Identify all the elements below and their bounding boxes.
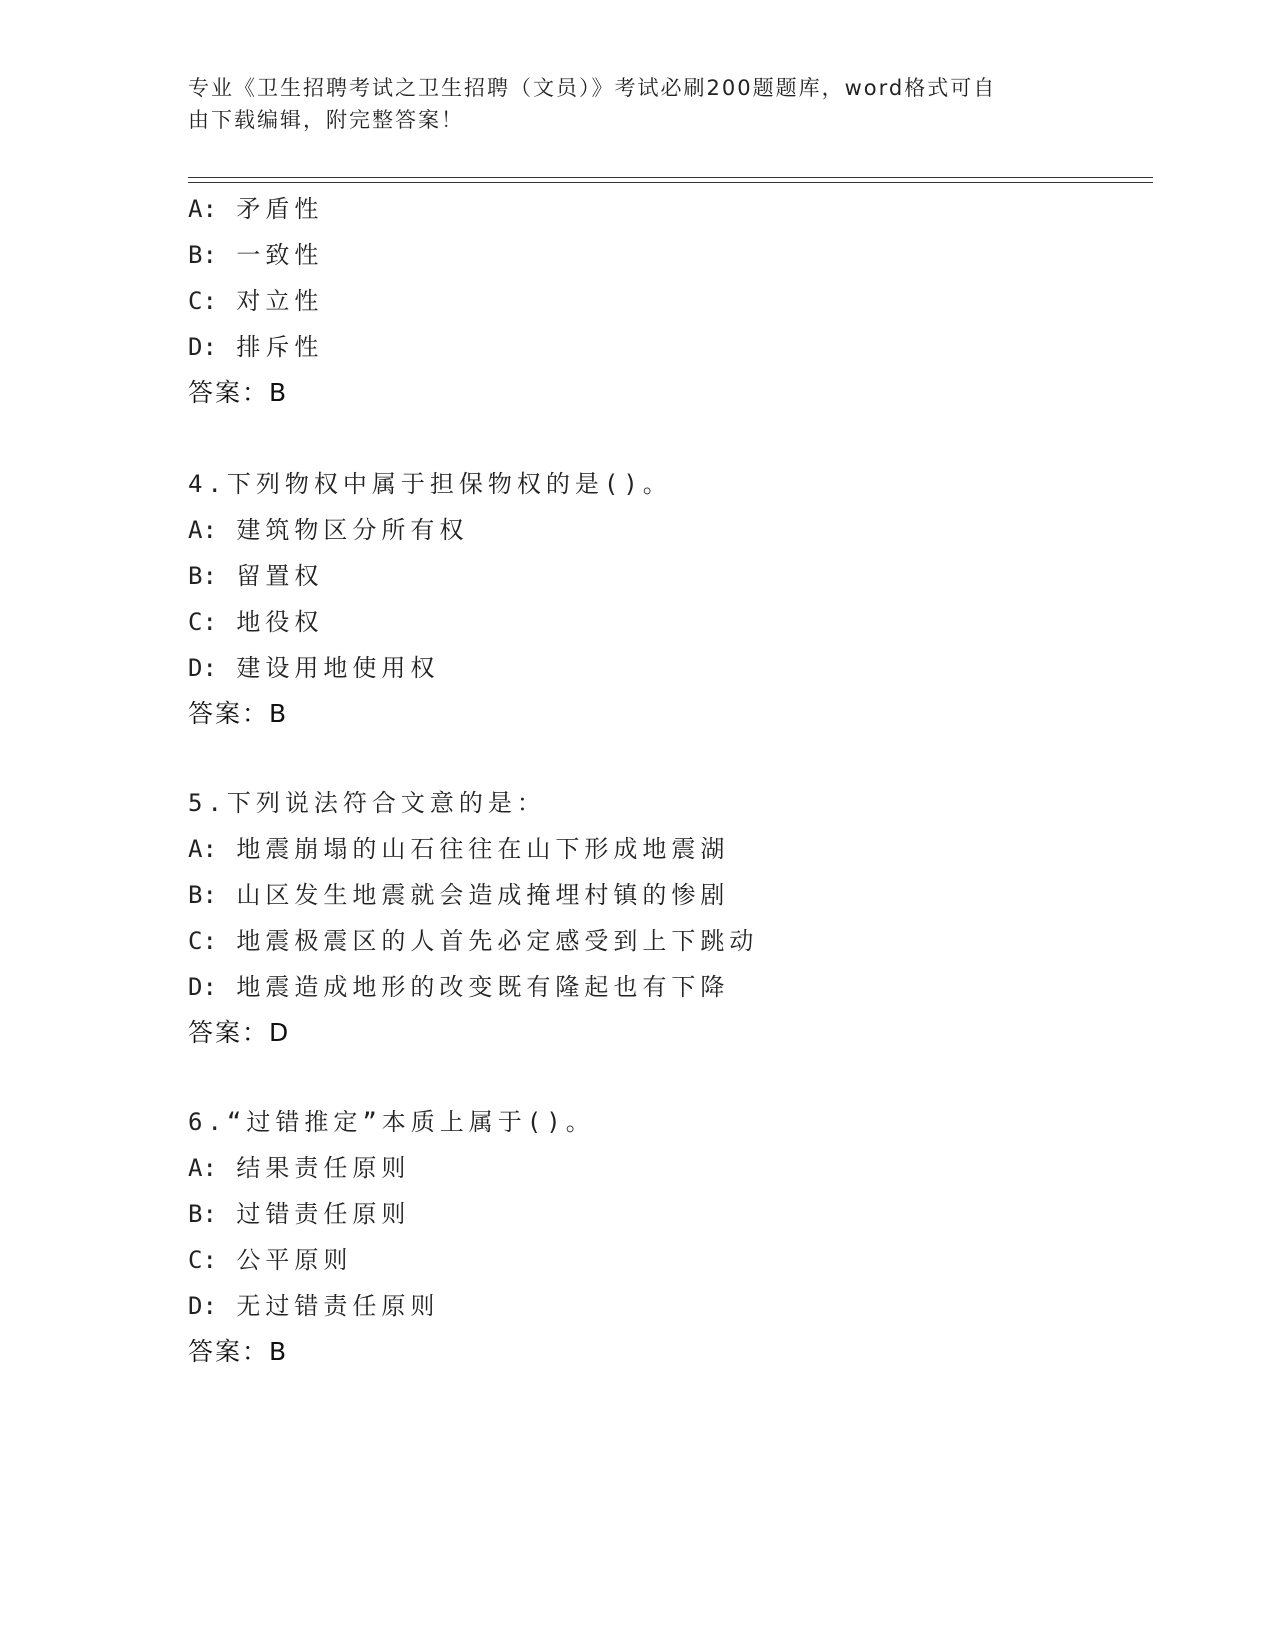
option-label: C:: [188, 287, 217, 315]
option-a: [188, 826, 1168, 872]
question-stem: 4.下列物权中属于担保物权的是()。: [188, 470, 672, 498]
option-text: 地震极震区的人首先必定感受到上下跳动: [236, 927, 759, 955]
option-text: 留置权: [236, 562, 324, 590]
header-divider-top: [188, 177, 1153, 178]
option-d: [188, 645, 1168, 691]
option-a: [188, 186, 1168, 232]
option-label: C:: [188, 1246, 217, 1274]
option-text: 对立性: [236, 287, 324, 315]
option-c: [188, 278, 1168, 324]
option-label: A:: [188, 1154, 217, 1182]
option-c: [188, 1237, 1168, 1283]
option-text: 排斥性: [236, 333, 324, 361]
header-divider-bottom: [188, 182, 1153, 183]
option-label: D:: [188, 333, 217, 361]
question-stem: 5.下列说法符合文意的是：: [188, 789, 546, 817]
option-c: [188, 918, 1168, 964]
option-label: D:: [188, 1292, 217, 1320]
option-text: 矛盾性: [236, 195, 324, 223]
option-label: C:: [188, 608, 217, 636]
option-b: [188, 1191, 1168, 1237]
option-label: A:: [188, 835, 217, 863]
option-text: 过错责任原则: [236, 1200, 411, 1228]
question-5: [188, 780, 1168, 1056]
document-header: [188, 72, 1068, 136]
option-label: B:: [188, 562, 217, 590]
header-title-line-1: 专业《卫生招聘考试之卫生招聘（文员）》考试必刷200题题库，word格式可自: [188, 76, 997, 100]
option-b: [188, 872, 1168, 918]
option-label: A:: [188, 195, 217, 223]
answer-line: 答案：B: [188, 378, 289, 407]
option-a: [188, 1145, 1168, 1191]
question-6: [188, 1099, 1168, 1375]
option-a: [188, 507, 1168, 553]
option-label: D:: [188, 973, 217, 1001]
question-3: [188, 186, 1168, 416]
question-stem: 6.“过错推定”本质上属于()。: [188, 1108, 595, 1136]
answer-line: 答案：B: [188, 699, 289, 728]
option-label: B:: [188, 1200, 217, 1228]
option-text: 山区发生地震就会造成掩埋村镇的惨剧: [236, 881, 730, 909]
option-text: 地震崩塌的山石往往在山下形成地震湖: [236, 835, 730, 863]
option-label: A:: [188, 516, 217, 544]
option-text: 地役权: [236, 608, 324, 636]
option-label: C:: [188, 927, 217, 955]
option-text: 无过错责任原则: [236, 1292, 440, 1320]
option-c: [188, 599, 1168, 645]
option-text: 建筑物区分所有权: [236, 516, 469, 544]
header-title-line-2: 由下载编辑，附完整答案！: [188, 108, 464, 132]
option-label: B:: [188, 241, 217, 269]
answer-line: 答案：B: [188, 1337, 289, 1366]
question-4: [188, 461, 1168, 737]
option-b: [188, 553, 1168, 599]
answer-line: 答案：D: [188, 1018, 291, 1047]
option-label: B:: [188, 881, 217, 909]
option-text: 结果责任原则: [236, 1154, 411, 1182]
option-text: 公平原则: [236, 1246, 353, 1274]
option-text: 地震造成地形的改变既有隆起也有下降: [236, 973, 730, 1001]
option-d: [188, 964, 1168, 1010]
option-label: D:: [188, 654, 217, 682]
option-d: [188, 324, 1168, 370]
option-d: [188, 1283, 1168, 1329]
option-text: 建设用地使用权: [236, 654, 440, 682]
option-text: 一致性: [236, 241, 324, 269]
option-b: [188, 232, 1168, 278]
